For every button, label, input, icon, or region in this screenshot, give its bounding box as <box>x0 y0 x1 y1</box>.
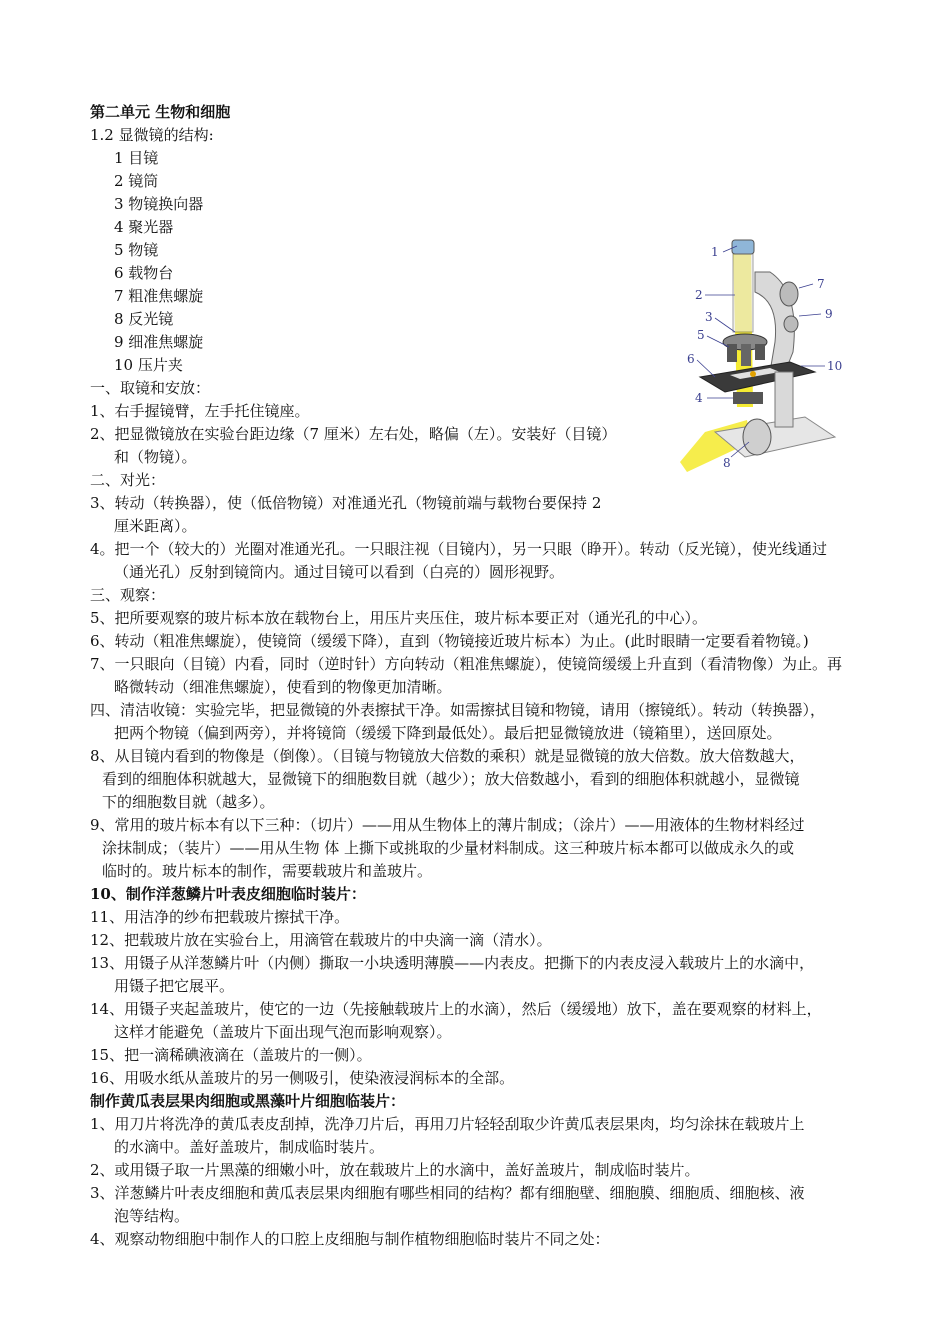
step-line-cont: 把两个物镜（偏到两旁），并将镜筒（缓缓下降到最低处）。最后把显微镜放进（镜箱里），送回原处。 <box>114 724 782 742</box>
step-line: 5、把所要观察的玻片标本放在载物台上，用压片夹压住，玻片标本要正对（通光孔的中心）。 <box>90 609 708 627</box>
part-item: 3 物镜换向器 <box>114 195 204 213</box>
label-7: 7 <box>817 277 825 291</box>
label-5: 5 <box>697 328 705 342</box>
step-line: 1、用刀片将洗净的黄瓜表皮刮掉，洗净刀片后，再用刀片轻轻刮取少许黄瓜表层果肉，均匀涂抹在载玻片上 <box>90 1115 805 1133</box>
step-line: 16、用吸水纸从盖玻片的另一侧吸引，使染液浸润标本的全部。 <box>90 1069 515 1087</box>
condenser <box>733 392 763 404</box>
stage-hole <box>750 371 756 377</box>
step-line: 3、洋葱鳞片叶表皮细胞和黄瓜表层果肉细胞有哪些相同的结构？都有细胞壁、细胞膜、细胞质、细胞核、液 <box>90 1184 805 1202</box>
step-line: 2、把显微镜放在实验台距边缘（7 厘米）左右处，略偏（左）。安装好（目镜） <box>90 425 617 443</box>
step-line-cont: 涂抹制成；（装片）——用从生物 体 上撕下或挑取的少量材料制成。这三种玻片标本都可以做成永久的或 <box>102 839 795 857</box>
step-line: 11、用洁净的纱布把载玻片擦拭干净。 <box>90 908 350 926</box>
step-line-cont: 泡等结构。 <box>114 1207 190 1225</box>
step-line-cont: 临时的。玻片标本的制作，需要载玻片和盖玻片。 <box>102 862 433 880</box>
step-line: 4、观察动物细胞中制作人的口腔上皮细胞与制作植物细胞临时装片不同之处： <box>90 1230 610 1248</box>
step-line-cont: 这样才能避免（盖玻片下面出现气泡而影响观察）。 <box>114 1023 452 1041</box>
label-1: 1 <box>711 245 719 259</box>
objective <box>741 344 751 366</box>
step-line: 14、用镊子夹起盖玻片，使它的一边（先接触载玻片上的水滴），然后（缓缓地）放下，盖在要观察的材料上， <box>90 1000 822 1018</box>
step-line-cont: 下的细胞数目就（越多）。 <box>102 793 275 811</box>
step-line: 8、从目镜内看到的物像是（倒像）。（目镜与物镜放大倍数的乘积）就是显微镜的放大倍数。放大倍数越大， <box>90 747 805 765</box>
step-line: 12、把载玻片放在实验台上，用滴管在载玻片的中央滴一滴（清水）。 <box>90 931 552 949</box>
section-heading: 10、制作洋葱鳞片叶表皮细胞临时装片： <box>90 885 366 903</box>
label-10: 10 <box>827 359 843 373</box>
step-line: 四、清洁收镜：实验完毕，把显微镜的外表擦拭干净。如需擦拭目镜和物镜，请用（擦镜纸）。转动（转换器）， <box>90 701 826 719</box>
pillar <box>775 372 793 427</box>
part-item: 8 反光镜 <box>114 310 174 328</box>
fine-knob <box>784 316 798 332</box>
step-line-cont: 和（物镜）。 <box>114 448 197 466</box>
step-line: 7、一只眼向（目镜）内看，同时（逆时针）方向转动（粗准焦螺旋），使镜筒缓缓上升直到（看清物像）为止。再 <box>90 655 843 673</box>
step-line-cont: 用镊子把它展平。 <box>114 977 235 995</box>
section-heading: 二、对光： <box>90 471 166 489</box>
step-line-cont: 看到的细胞体积就越大，显微镜下的细胞数目就（越少）；放大倍数越小，看到的细胞体积就越小，显微镜 <box>102 770 800 788</box>
stage <box>700 362 815 392</box>
step-line: 2、或用镊子取一片黑藻的细嫩小叶，放在载玻片上的水滴中，盖好盖玻片，制成临时装片。 <box>90 1161 700 1179</box>
label-8: 8 <box>723 456 731 470</box>
mirror <box>743 419 771 455</box>
part-item: 9 细准焦螺旋 <box>114 333 204 351</box>
objective <box>755 344 765 360</box>
step-line-cont: （通光孔）反射到镜筒内。通过目镜可以看到（白亮的）圆形视野。 <box>114 563 565 581</box>
label-6: 6 <box>687 352 695 366</box>
part-item: 10 压片夹 <box>114 356 183 374</box>
unit-title: 第二单元 生物和细胞 <box>90 103 231 121</box>
section-heading: 一、取镜和安放： <box>90 379 211 397</box>
coarse-knob <box>780 282 798 306</box>
part-item: 6 载物台 <box>114 264 174 282</box>
step-line: 9、常用的玻片标本有以下三种：（切片）——用从生物体上的薄片制成；（涂片）——用液体的生物材料经过 <box>90 816 805 834</box>
step-line: 1、右手握镜臂，左手托住镜座。 <box>90 402 310 420</box>
part-item: 4 聚光器 <box>114 218 174 236</box>
part-item: 7 粗准焦螺旋 <box>114 287 204 305</box>
label-3: 3 <box>705 310 713 324</box>
part-item: 2 镜筒 <box>114 172 159 190</box>
step-line: 6、转动（粗准焦螺旋），使镜筒（缓缓下降），直到（物镜接近玻片标本）为止。(此时眼睛一定要看着物镜。) <box>90 632 809 650</box>
section-heading: 制作黄瓜表层果肉细胞或黑藻叶片细胞临装片： <box>90 1092 406 1110</box>
label-4: 4 <box>695 391 703 405</box>
step-line-cont: 的水滴中。盖好盖玻片，制成临时装片。 <box>114 1138 385 1156</box>
section-heading: 三、观察： <box>90 586 166 604</box>
structure-title: 1.2 显微镜的结构: <box>90 126 214 144</box>
part-item: 5 物镜 <box>114 241 159 259</box>
step-line: 3、转动（转换器），使（低倍物镜）对准通光孔（物镜前端与载物台要保持 2 <box>90 494 602 512</box>
label-2: 2 <box>695 288 703 302</box>
microscope-figure <box>675 232 875 477</box>
label-9: 9 <box>825 307 833 321</box>
part-item: 1 目镜 <box>114 149 159 167</box>
tube <box>733 254 753 332</box>
step-line: 4。把一个（较大的）光圈对准通光孔。一只眼注视（目镜内），另一只眼（睁开）。转动（反光镜），使光线通过 <box>90 540 828 558</box>
step-line: 15、把一滴稀碘液滴在（盖玻片的一侧）。 <box>90 1046 372 1064</box>
step-line-cont: 略微转动（细准焦螺旋），使看到的物像更加清晰。 <box>114 678 452 696</box>
step-line: 13、用镊子从洋葱鳞片叶（内侧）撕取一小块透明薄膜——内表皮。把撕下的内表皮浸入载玻片上的水滴中， <box>90 954 815 972</box>
step-line-cont: 厘米距离）。 <box>114 517 197 535</box>
